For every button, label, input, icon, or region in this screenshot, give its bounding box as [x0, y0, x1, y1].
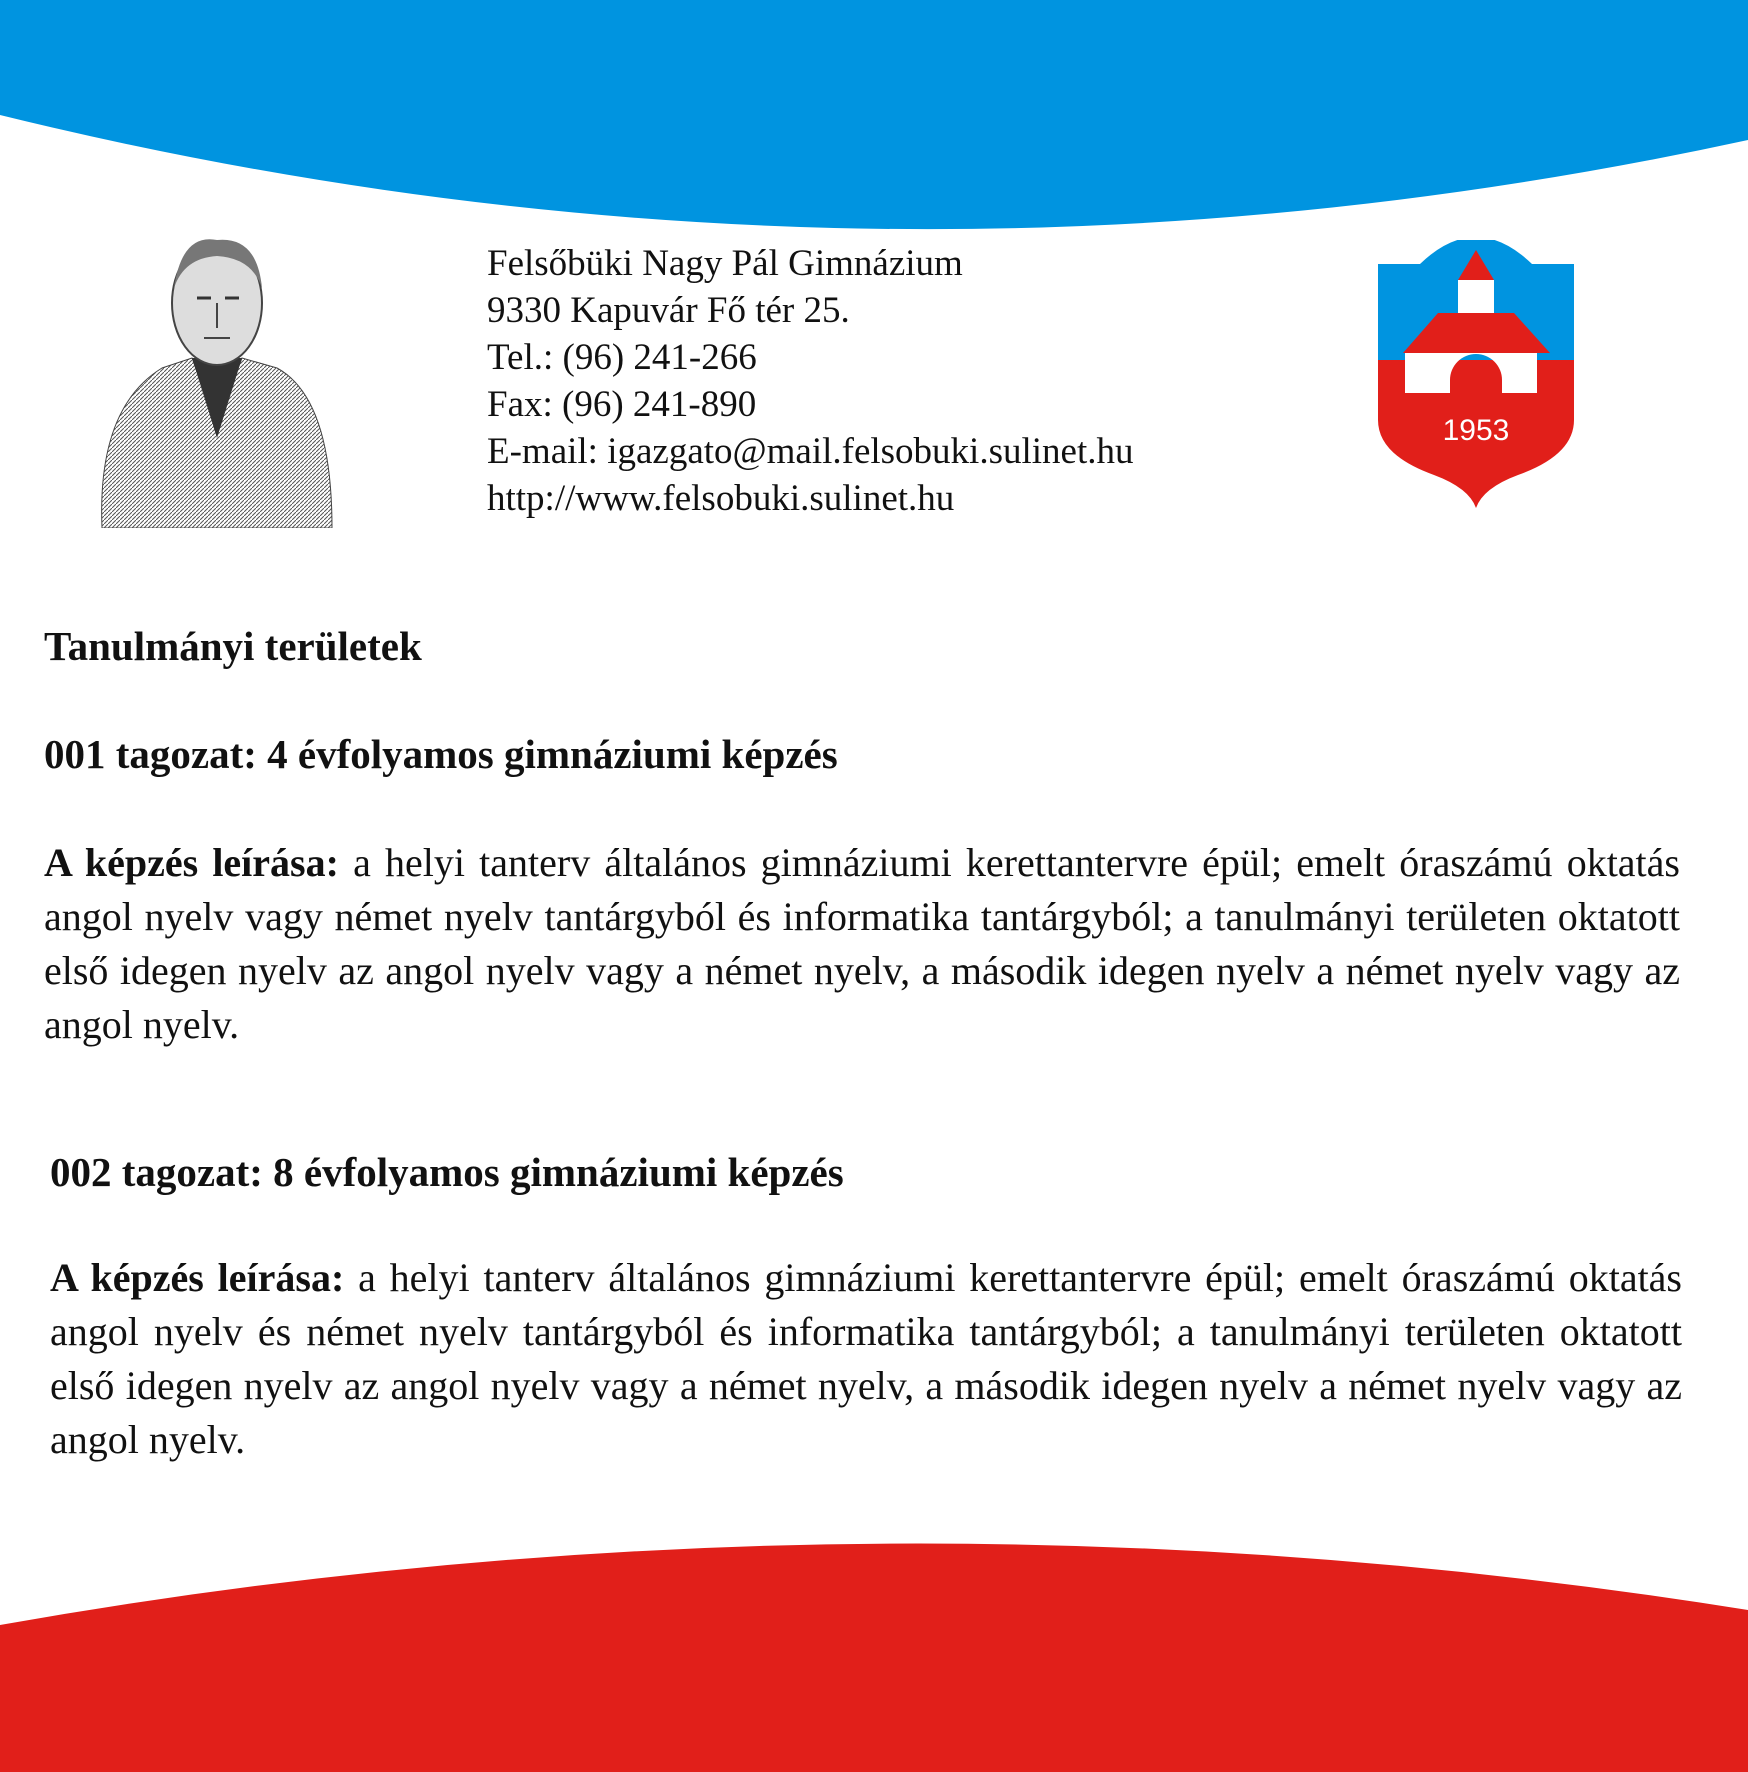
top-blue-wave	[0, 0, 1748, 240]
phone: Tel.: (96) 241-266	[487, 337, 757, 378]
description-label: A képzés leírása:	[44, 840, 339, 885]
school-crest-logo	[1378, 240, 1574, 508]
logo-year: 1953	[1442, 414, 1510, 447]
email[interactable]: E-mail: igazgato@mail.felsobuki.sulinet.hu	[487, 431, 1134, 472]
portrait-engraving	[92, 228, 342, 528]
contact-block	[487, 240, 1134, 522]
page-title: Tanulmányi területek	[44, 623, 422, 669]
bottom-red-wave	[0, 1530, 1748, 1772]
section-heading-002: 002 tagozat: 8 évfolyamos gimnáziumi képzés	[50, 1149, 844, 1195]
fax: Fax: (96) 241-890	[487, 384, 757, 425]
section-heading-001: 001 tagozat: 4 évfolyamos gimnáziumi képzés	[44, 731, 838, 777]
section-description-001	[44, 836, 1680, 1052]
description-text: a helyi tanterv általános gimnáziumi kerettantervre épül; emelt óraszámú oktatás angol nyelv és német nyelv tantárgyból és informatika tantárgyból; a tanulmányi területen oktatott első idegen nyelv az angol nyelv vagy a német nyelv, a második idegen nyelv a német nyelv vagy az angol nyelv.	[50, 1255, 1683, 1462]
description-text: a helyi tanterv általános gimnáziumi kerettantervre épül; emelt óraszámú oktatás angol nyelv vagy német nyelv tantárgyból és informatika tantárgyból; a tanulmányi területen oktatott első idegen nyelv az angol nyelv vagy a német nyelv, a második idegen nyelv a német nyelv vagy az angol nyelv.	[44, 840, 1680, 1047]
section-description-002	[50, 1251, 1682, 1467]
description-label: A képzés leírása:	[50, 1255, 345, 1300]
website-link[interactable]: http://www.felsobuki.sulinet.hu	[487, 478, 955, 519]
address: 9330 Kapuvár Fő tér 25.	[487, 290, 850, 331]
school-name: Felsőbüki Nagy Pál Gimnázium	[487, 243, 963, 284]
